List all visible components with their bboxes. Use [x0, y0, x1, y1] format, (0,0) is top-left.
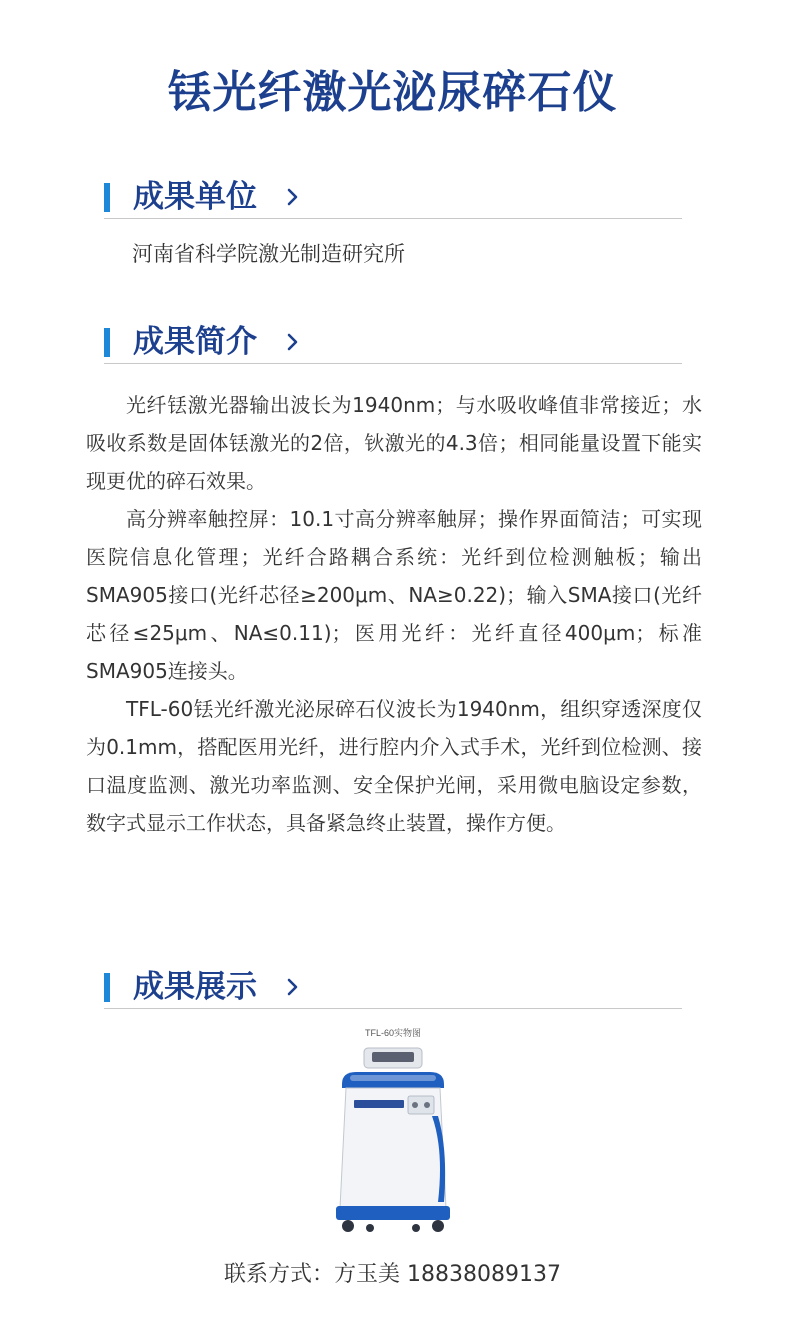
section-header-intro — [104, 323, 682, 364]
section-title-unit: 成果单位 — [133, 179, 257, 215]
section-accent-bar — [104, 328, 110, 357]
intro-paragraph: 光纤铥激光器输出波长为1940nm；与水吸收峰值非常接近；水吸收系数是固体铥激光的2倍，钬激光的4.3倍；相同能量设置下能实现更优的碎石效果。 — [86, 393, 702, 493]
section-title-intro: 成果简介 — [133, 324, 257, 360]
section-accent-bar — [104, 973, 110, 1002]
intro-paragraph: 高分辨率触控屏：10.1寸高分辨率触屏；操作界面简洁；可实现医院信息化管理；光纤合路耦合系统：光纤到位检测触板；输出SMA905接口(光纤芯径≥200μm、NA≥0.22)；输入SMA接口(光纤芯径≤25μm、NA≤0.11)；医用光纤：光纤直径400μm；标准SMA905连接头。 — [86, 507, 702, 683]
section-title-showcase: 成果展示 — [133, 969, 257, 1005]
intro-paragraph: TFL-60铥光纤激光泌尿碎石仪波长为1940nm，组织穿透深度仅为0.1mm，搭配医用光纤，进行腔内介入式手术，光纤到位检测、接口温度监测、激光功率监测、安全保护光闸，采用微电脑设定参数，数字式显示工作状态，具备紧急终止装置，操作方便。 — [86, 697, 702, 835]
image-caption: TFL-60实物图 — [364, 1028, 422, 1038]
chevron-right-icon — [284, 978, 302, 996]
section-accent-bar — [104, 183, 110, 212]
laser-device-illustration — [320, 1020, 466, 1240]
section-header-showcase — [104, 968, 682, 1009]
chevron-right-icon — [284, 333, 302, 351]
contact-info: 联系方式：方玉美 18838089137 — [224, 1262, 561, 1287]
intro-body — [86, 386, 702, 842]
page-title: 铥光纤激光泌尿碎石仪 — [167, 67, 618, 118]
section-header-unit — [104, 178, 682, 219]
chevron-right-icon — [284, 188, 302, 206]
unit-name: 河南省科学院激光制造研究所 — [132, 242, 405, 266]
device-photo — [320, 1020, 466, 1240]
